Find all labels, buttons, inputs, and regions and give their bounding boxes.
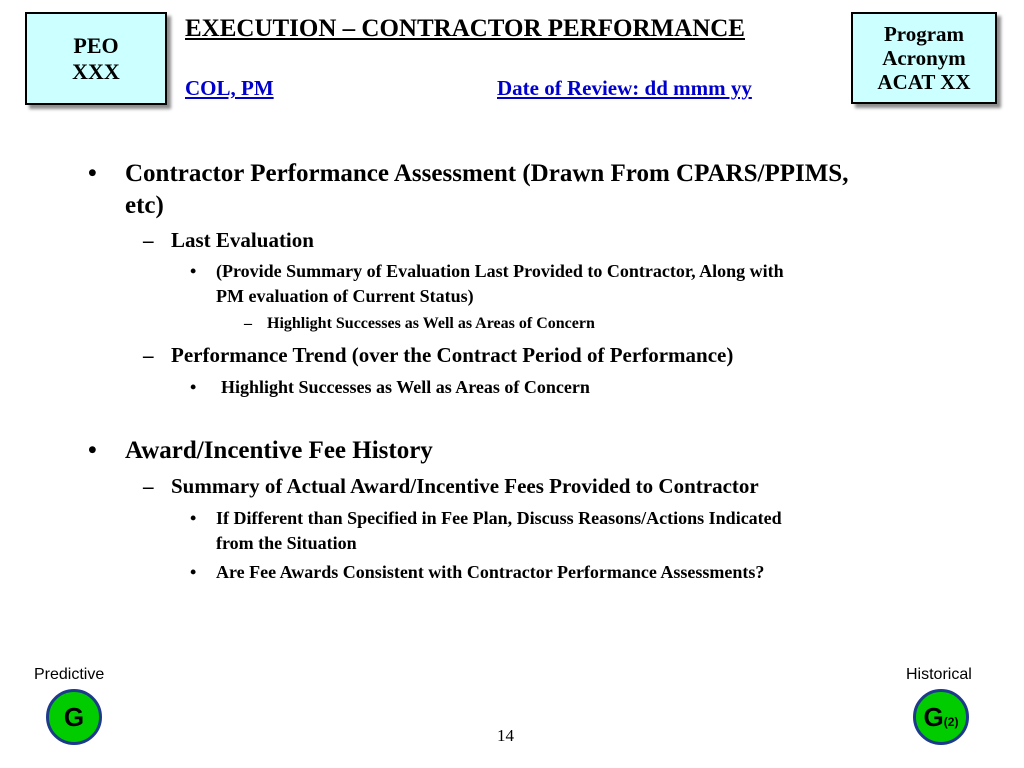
- predictive-rating: G: [63, 701, 85, 732]
- list-item-text: Award/Incentive Fee History: [125, 437, 433, 464]
- historical-rating-note: (2): [943, 715, 959, 729]
- list-item-text-continued: from the Situation: [216, 533, 357, 553]
- page-title: EXECUTION – CONTRACTOR PERFORMANCE: [185, 15, 745, 42]
- review-date: Date of Review: dd mmm yy: [497, 76, 752, 100]
- bullet-marker: •: [190, 508, 197, 528]
- acronym-label: Acronym: [882, 46, 966, 70]
- bullet-marker: •: [88, 160, 97, 187]
- list-item-text: Summary of Actual Award/Incentive Fees Provided to Contractor: [171, 474, 759, 498]
- pm-name: COL, PM: [185, 76, 274, 100]
- page-number: 14: [497, 726, 514, 745]
- list-item-text: Last Evaluation: [171, 228, 314, 252]
- dash-marker: –: [244, 315, 252, 332]
- bullet-marker: •: [88, 437, 97, 464]
- list-item-text: Contractor Performance Assessment (Drawn From CPARS/PPIMS,: [125, 160, 849, 187]
- list-item-text: Performance Trend (over the Contract Period of Performance): [171, 343, 734, 367]
- dash-marker: –: [143, 343, 154, 367]
- historical-rating-circle: [913, 689, 969, 745]
- list-item-text: Highlight Successes as Well as Areas of Concern: [267, 315, 595, 332]
- list-item-text: (Provide Summary of Evaluation Last Provided to Contractor, Along with: [216, 261, 784, 281]
- list-item-text: Are Fee Awards Consistent with Contractor Performance Assessments?: [216, 562, 765, 582]
- list-item-text-continued: PM evaluation of Current Status): [216, 286, 474, 306]
- bullet-marker: •: [190, 562, 197, 582]
- list-item-text: If Different than Specified in Fee Plan, Discuss Reasons/Actions Indicated: [216, 508, 782, 528]
- bullet-marker: •: [190, 261, 197, 281]
- peo-label: PEO: [73, 32, 119, 58]
- peo-code: XXX: [72, 58, 120, 84]
- historical-label: Historical: [906, 666, 972, 683]
- list-item-text-continued: etc): [125, 192, 164, 219]
- dash-marker: –: [143, 474, 154, 498]
- predictive-rating-circle: [46, 689, 102, 745]
- peo-box: [25, 12, 167, 105]
- acat-label: ACAT XX: [877, 70, 971, 94]
- list-item-text: Highlight Successes as Well as Areas of Concern: [221, 377, 590, 397]
- program-label: Program: [883, 22, 965, 46]
- historical-rating: G: [923, 701, 944, 732]
- dash-marker: –: [143, 228, 154, 252]
- bullet-marker: •: [190, 377, 197, 397]
- program-box: [851, 12, 997, 104]
- predictive-label: Predictive: [34, 666, 105, 683]
